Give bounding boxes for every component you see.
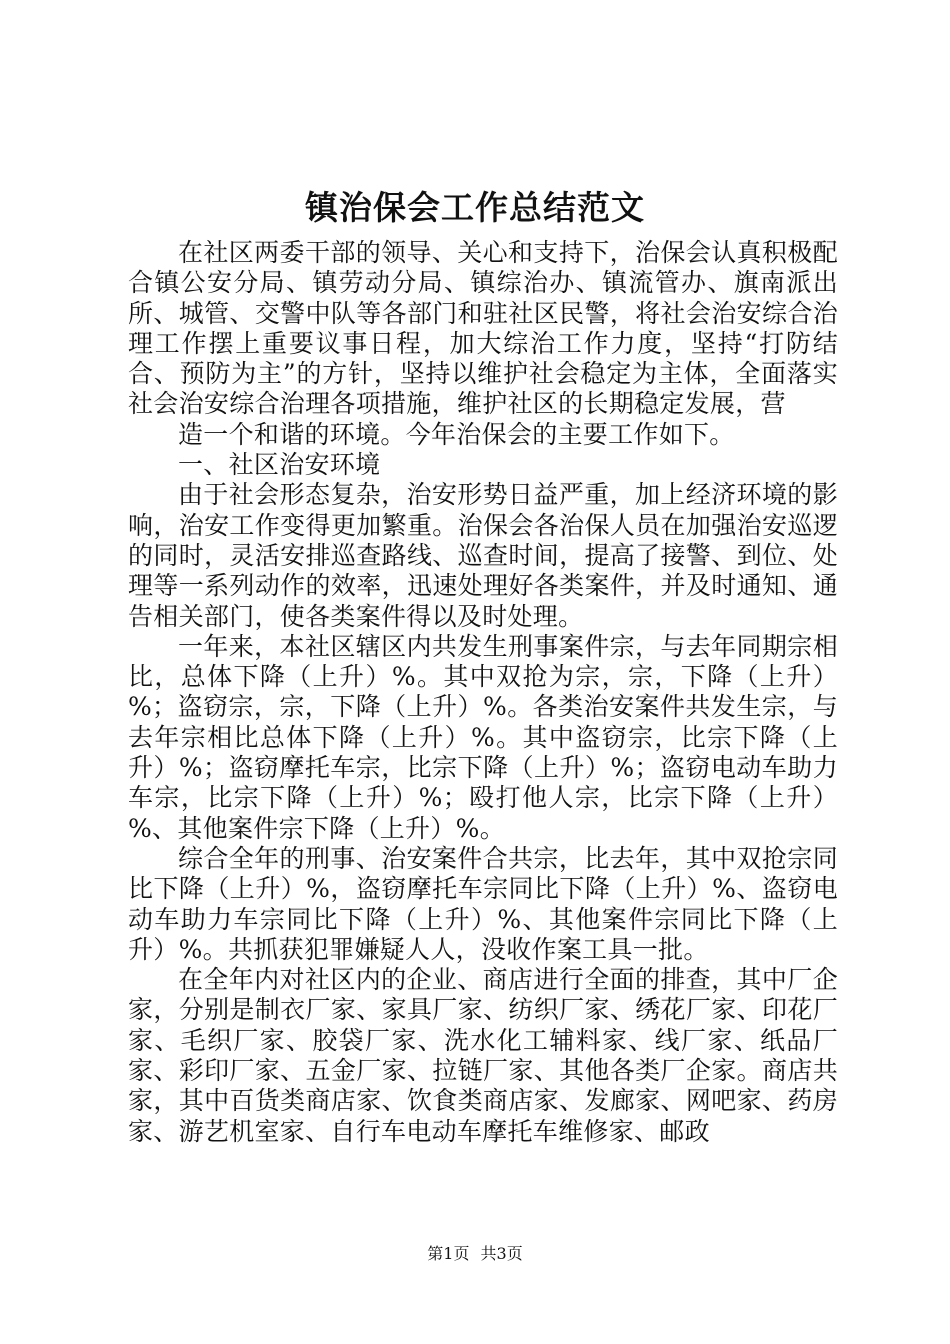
- page-footer: [0, 1244, 950, 1264]
- paragraph-enterprise-inspection: 在全年内对社区内的企业、商店进行全面的排查，其中厂企家，分别是制衣厂家、家具厂家、纺织厂家、绣花厂家、印花厂家、毛织厂家、胶袋厂家、洗水化工辅料家、线厂家、纸品厂家、彩印厂家、五金厂家、拉链厂家、其他各类厂企家。商店共家，其中百货类商店家、饮食类商店家、发廊家、网吧家、药房家、游艺机室家、自行车电动车摩托车维修家、邮政: [128, 965, 838, 1146]
- paragraph-case-statistics: 一年来，本社区辖区内共发生刑事案件宗，与去年同期宗相比，总体下降（上升）%。其中双抢为宗，宗，下降（上升）%；盗窃宗，宗，下降（上升）%。各类治安案件共发生宗，与去年宗相比总体下降（上升）%。其中盗窃宗，比宗下降（上升）%；盗窃摩托车宗，比宗下降（上升）%；盗窃电动车助力车宗，比宗下降（上升）%；殴打他人宗，比宗下降（上升）%、其他案件宗下降（上升）%。: [128, 631, 838, 843]
- section-heading-community-security: 一、社区治安环境: [178, 450, 381, 480]
- document-title: 镇治保会工作总结范文: [305, 188, 645, 227]
- paragraph-intro-continued: 造一个和谐的环境。今年治保会的主要工作如下。: [178, 419, 735, 449]
- page-number: 第1页: [427, 1244, 470, 1263]
- document-body: [128, 238, 838, 1147]
- page-total: 共3页: [480, 1244, 523, 1263]
- paragraph-intro: 在社区两委干部的领导、关心和支持下，治保会认真积极配合镇公安分局、镇劳动分局、镇综治办、镇流管办、旗南派出所、城管、交警中队等各部门和驻社区民警，将社会治安综合治理工作摆上重要议事日程，加大综治工作力度，坚持“打防结合、预防为主”的方针，坚持以维护社会稳定为主体，全面落实社会治安综合治理各项措施，维护社区的长期稳定发展，营: [128, 238, 838, 419]
- paragraph-annual-summary: 综合全年的刑事、治安案件合共宗，比去年，其中双抢宗同比下降（上升）%，盗窃摩托车宗同比下降（上升）%、盗窃电动车助力车宗同比下降（上升）%、其他案件宗同比下降（上升）%。共抓获犯罪嫌疑人人，没收作案工具一批。: [128, 843, 838, 964]
- paragraph-security-situation: 由于社会形态复杂，治安形势日益严重，加上经济环境的影响，治安工作变得更加繁重。治保会各治保人员在加强治安巡逻的同时，灵活安排巡查路线、巡查时间，提高了接警、到位、处理等一系列动作的效率，迅速处理好各类案件，并及时通知、通告相关部门，使各类案件得以及时处理。: [128, 480, 838, 631]
